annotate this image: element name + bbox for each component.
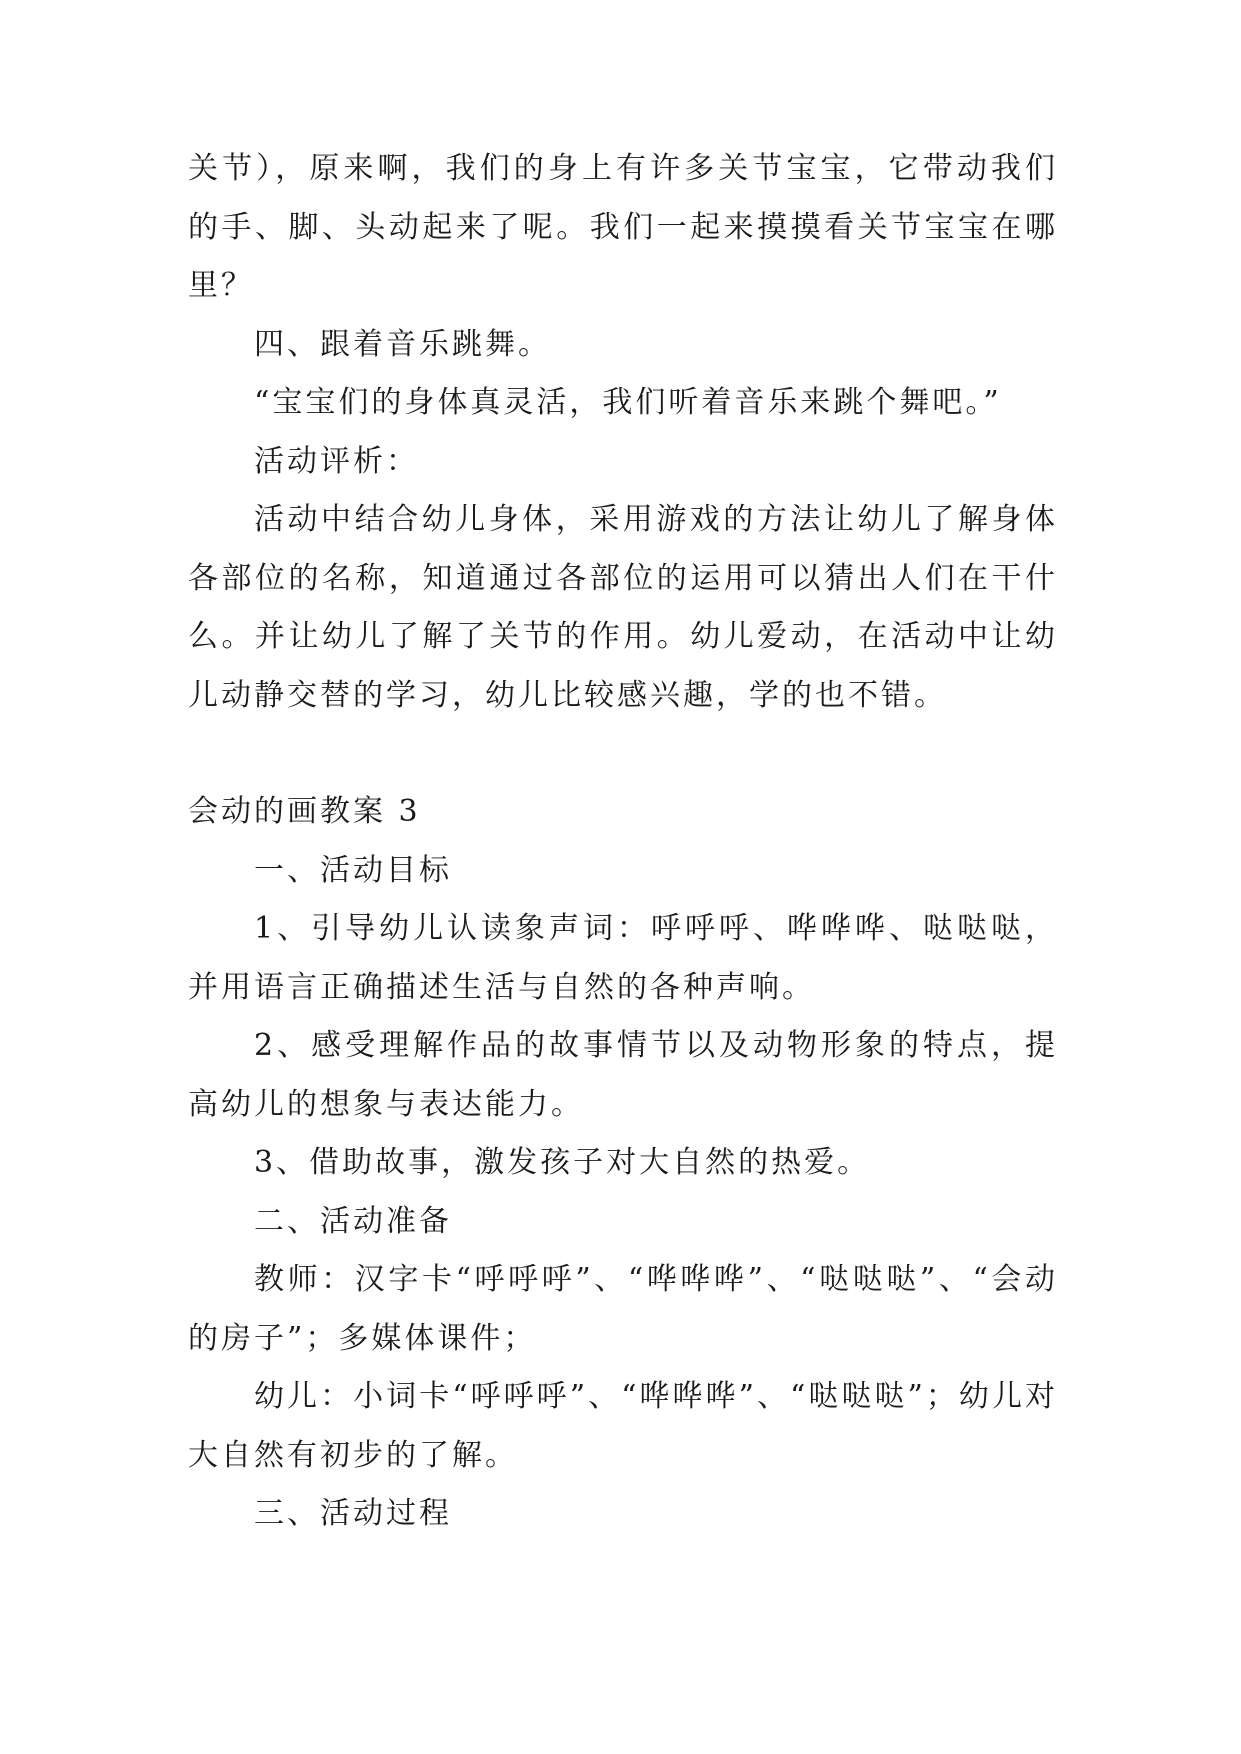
document-page [188, 140, 1058, 1544]
paragraph: 1、引导幼儿认读象声词：呼呼呼、哗哗哗、哒哒哒，并用语言正确描述生活与自然的各种声响。 [188, 911, 1058, 1005]
paragraphs-after [188, 842, 1058, 1544]
paragraph: 二、活动准备 [254, 1203, 452, 1239]
paragraph: 2、感受理解作品的故事情节以及动物形象的特点，提高幼儿的想象与表达能力。 [188, 1028, 1058, 1122]
section-title: 会动的画教案 3 [188, 794, 421, 829]
paragraph: 教师：汉字卡“呼呼呼”、“哗哗哗”、“哒哒哒”、“会动的房子”；多媒体课件； [188, 1262, 1058, 1356]
paragraph: 三、活动过程 [254, 1496, 452, 1531]
paragraph: 关节），原来啊，我们的身上有许多关节宝宝，它带动我们的手、脚、头动起来了呢。我们一起来摸摸看关节宝宝在哪里？ [188, 151, 1058, 303]
paragraph: “宝宝们的身体真灵活，我们听着音乐来跳个舞吧。” [254, 385, 1002, 420]
paragraph: 一、活动目标 [254, 852, 452, 888]
paragraph: 活动评析： [254, 443, 419, 479]
section-gap [188, 725, 1058, 783]
paragraph: 幼儿：小词卡“呼呼呼”、“哗哗哗”、“哒哒哒”；幼儿对大自然有初步的了解。 [188, 1379, 1058, 1473]
paragraph: 3、借助故事，激发孩子对大自然的热爱。 [254, 1145, 871, 1180]
paragraph: 四、跟着音乐跳舞。 [254, 326, 551, 362]
paragraphs-before [188, 140, 1058, 725]
paragraph: 活动中结合幼儿身体，采用游戏的方法让幼儿了解身体各部位的名称，知道通过各部位的运用可以猜出人们在干什么。并让幼儿了解了关节的作用。幼儿爱动，在活动中让幼儿动静交替的学习，幼儿比较感兴趣，学的也不错。 [188, 502, 1058, 713]
